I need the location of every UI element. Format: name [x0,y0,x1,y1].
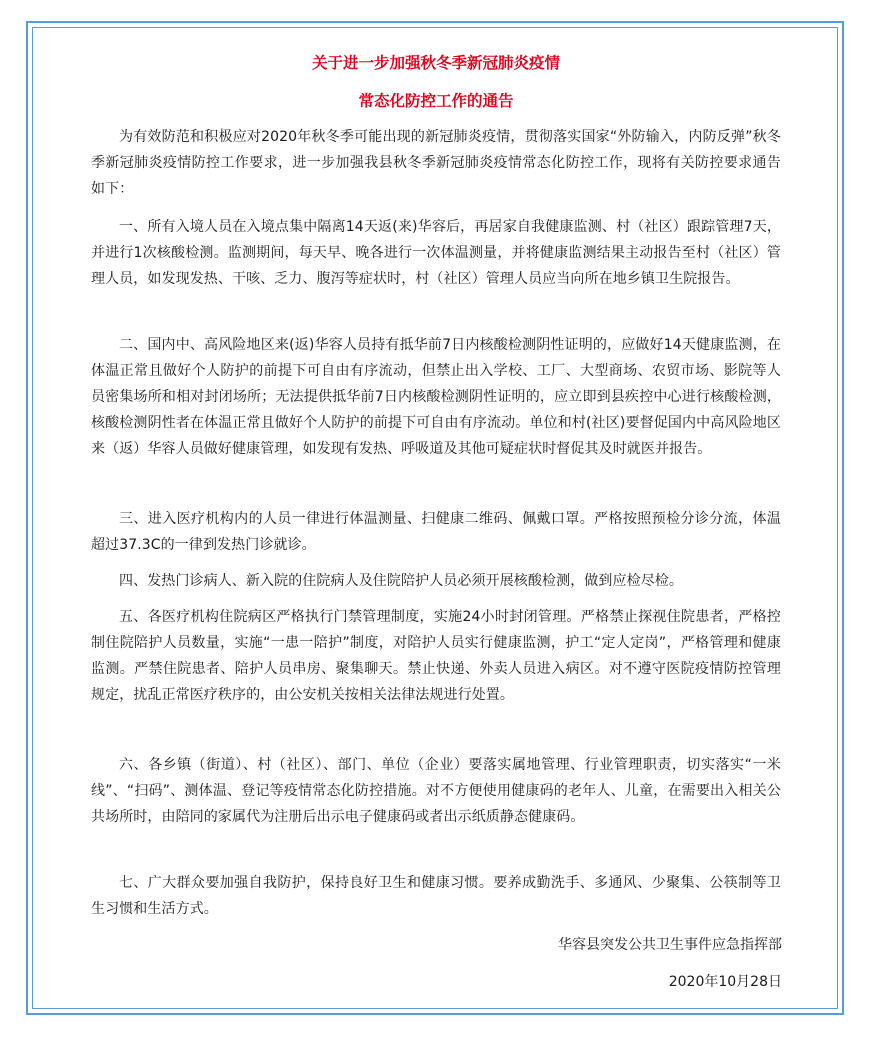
item-5-paragraph: 五、各医疗机构住院病区严格执行门禁管理制度，实施24小时封闭管理。严格禁止探视住院患者，严格控制住院陪护人员数量，实施“一患一陪护”制度，对陪护人员实行健康监测，护工“定人定岗”，严格管理和健康监测。严禁住院患者、陪护人员串房、聚集聊天。禁止快递、外卖人员进入病区。对不遵守医院疫情防控管理规定，扰乱正常医疗秩序的，由公安机关按相关法律法规进行处置。 [91,609,781,703]
notice-title-line-2: 常态化防控工作的通告 [358,92,514,110]
item-1-paragraph: 一、所有入境人员在入境点集中隔离14天返(来)华容后，再居家自我健康监测、村（社区）跟踪管理7天，并进行1次核酸检测。监测期间，每天早、晚各进行一次体温测量，并将健康监测结果主动报告至村（社区）管理人员，如发现发热、干咳、乏力、腹泻等症状时，村（社区）管理人员应当向所在地乡镇卫生院报告。 [91,219,781,287]
item-6-paragraph: 六、各乡镇（街道）、村（社区）、部门、单位（企业）要落实属地管理、行业管理职责，切实落实“一米线”、“扫码”、测体温、登记等疫情常态化防控措施。对不方便使用健康码的老年人、儿童，在需要出入相关公共场所时，由陪同的家属代为注册后出示电子健康码或者出示纸质静态健康码。 [91,757,781,825]
item-7-paragraph: 七、广大群众要加强自我防护，保持良好卫生和健康习惯。要养成勤洗手、多通风、少聚集、公筷制等卫生习惯和生活方式。 [91,875,781,917]
issue-date: 2020年10月28日 [668,974,782,990]
item-2-paragraph: 二、国内中、高风险地区来(返)华容人员持有抵华前7日内核酸检测阴性证明的，应做好14天健康监测，在体温正常且做好个人防护的前提下可自由有序流动，但禁止出入学校、工厂、大型商场、农贸市场、影院等人员密集场所和相对封闭场所；无法提供抵华前7日内核酸检测阴性证明的，应立即到县疾控中心进行核酸检测，核酸检测阴性者在体温正常且做好个人防护的前提下可自由有序流动。单位和村(社区)要督促国内中高风险地区来（返）华容人员做好健康管理，如发现有发热、呼吸道及其他可疑症状时督促其及时就医并报告。 [91,337,781,457]
item-3-paragraph: 三、进入医疗机构内的人员一律进行体温测量、扫健康二维码、佩戴口罩。严格按照预检分诊分流，体温超过37.3C的一律到发热门诊就诊。 [91,511,781,553]
notice-title-line-1: 关于进一步加强秋冬季新冠肺炎疫情 [311,54,560,72]
issuer-signature: 华容县突发公共卫生事件应急指挥部 [558,937,782,953]
item-4-paragraph: 四、发热门诊病人、新入院的住院病人及住院陪护人员必须开展核酸检测，做到应检尽检。 [119,573,683,589]
intro-paragraph: 为有效防范和积极应对2020年秋冬季可能出现的新冠肺炎疫情，贯彻落实国家“外防输入，内防反弹”秋冬季新冠肺炎疫情防控工作要求，进一步加强我县秋冬季新冠肺炎疫情常态化防控工作，现将有关防控要求通告如下： [91,129,781,197]
